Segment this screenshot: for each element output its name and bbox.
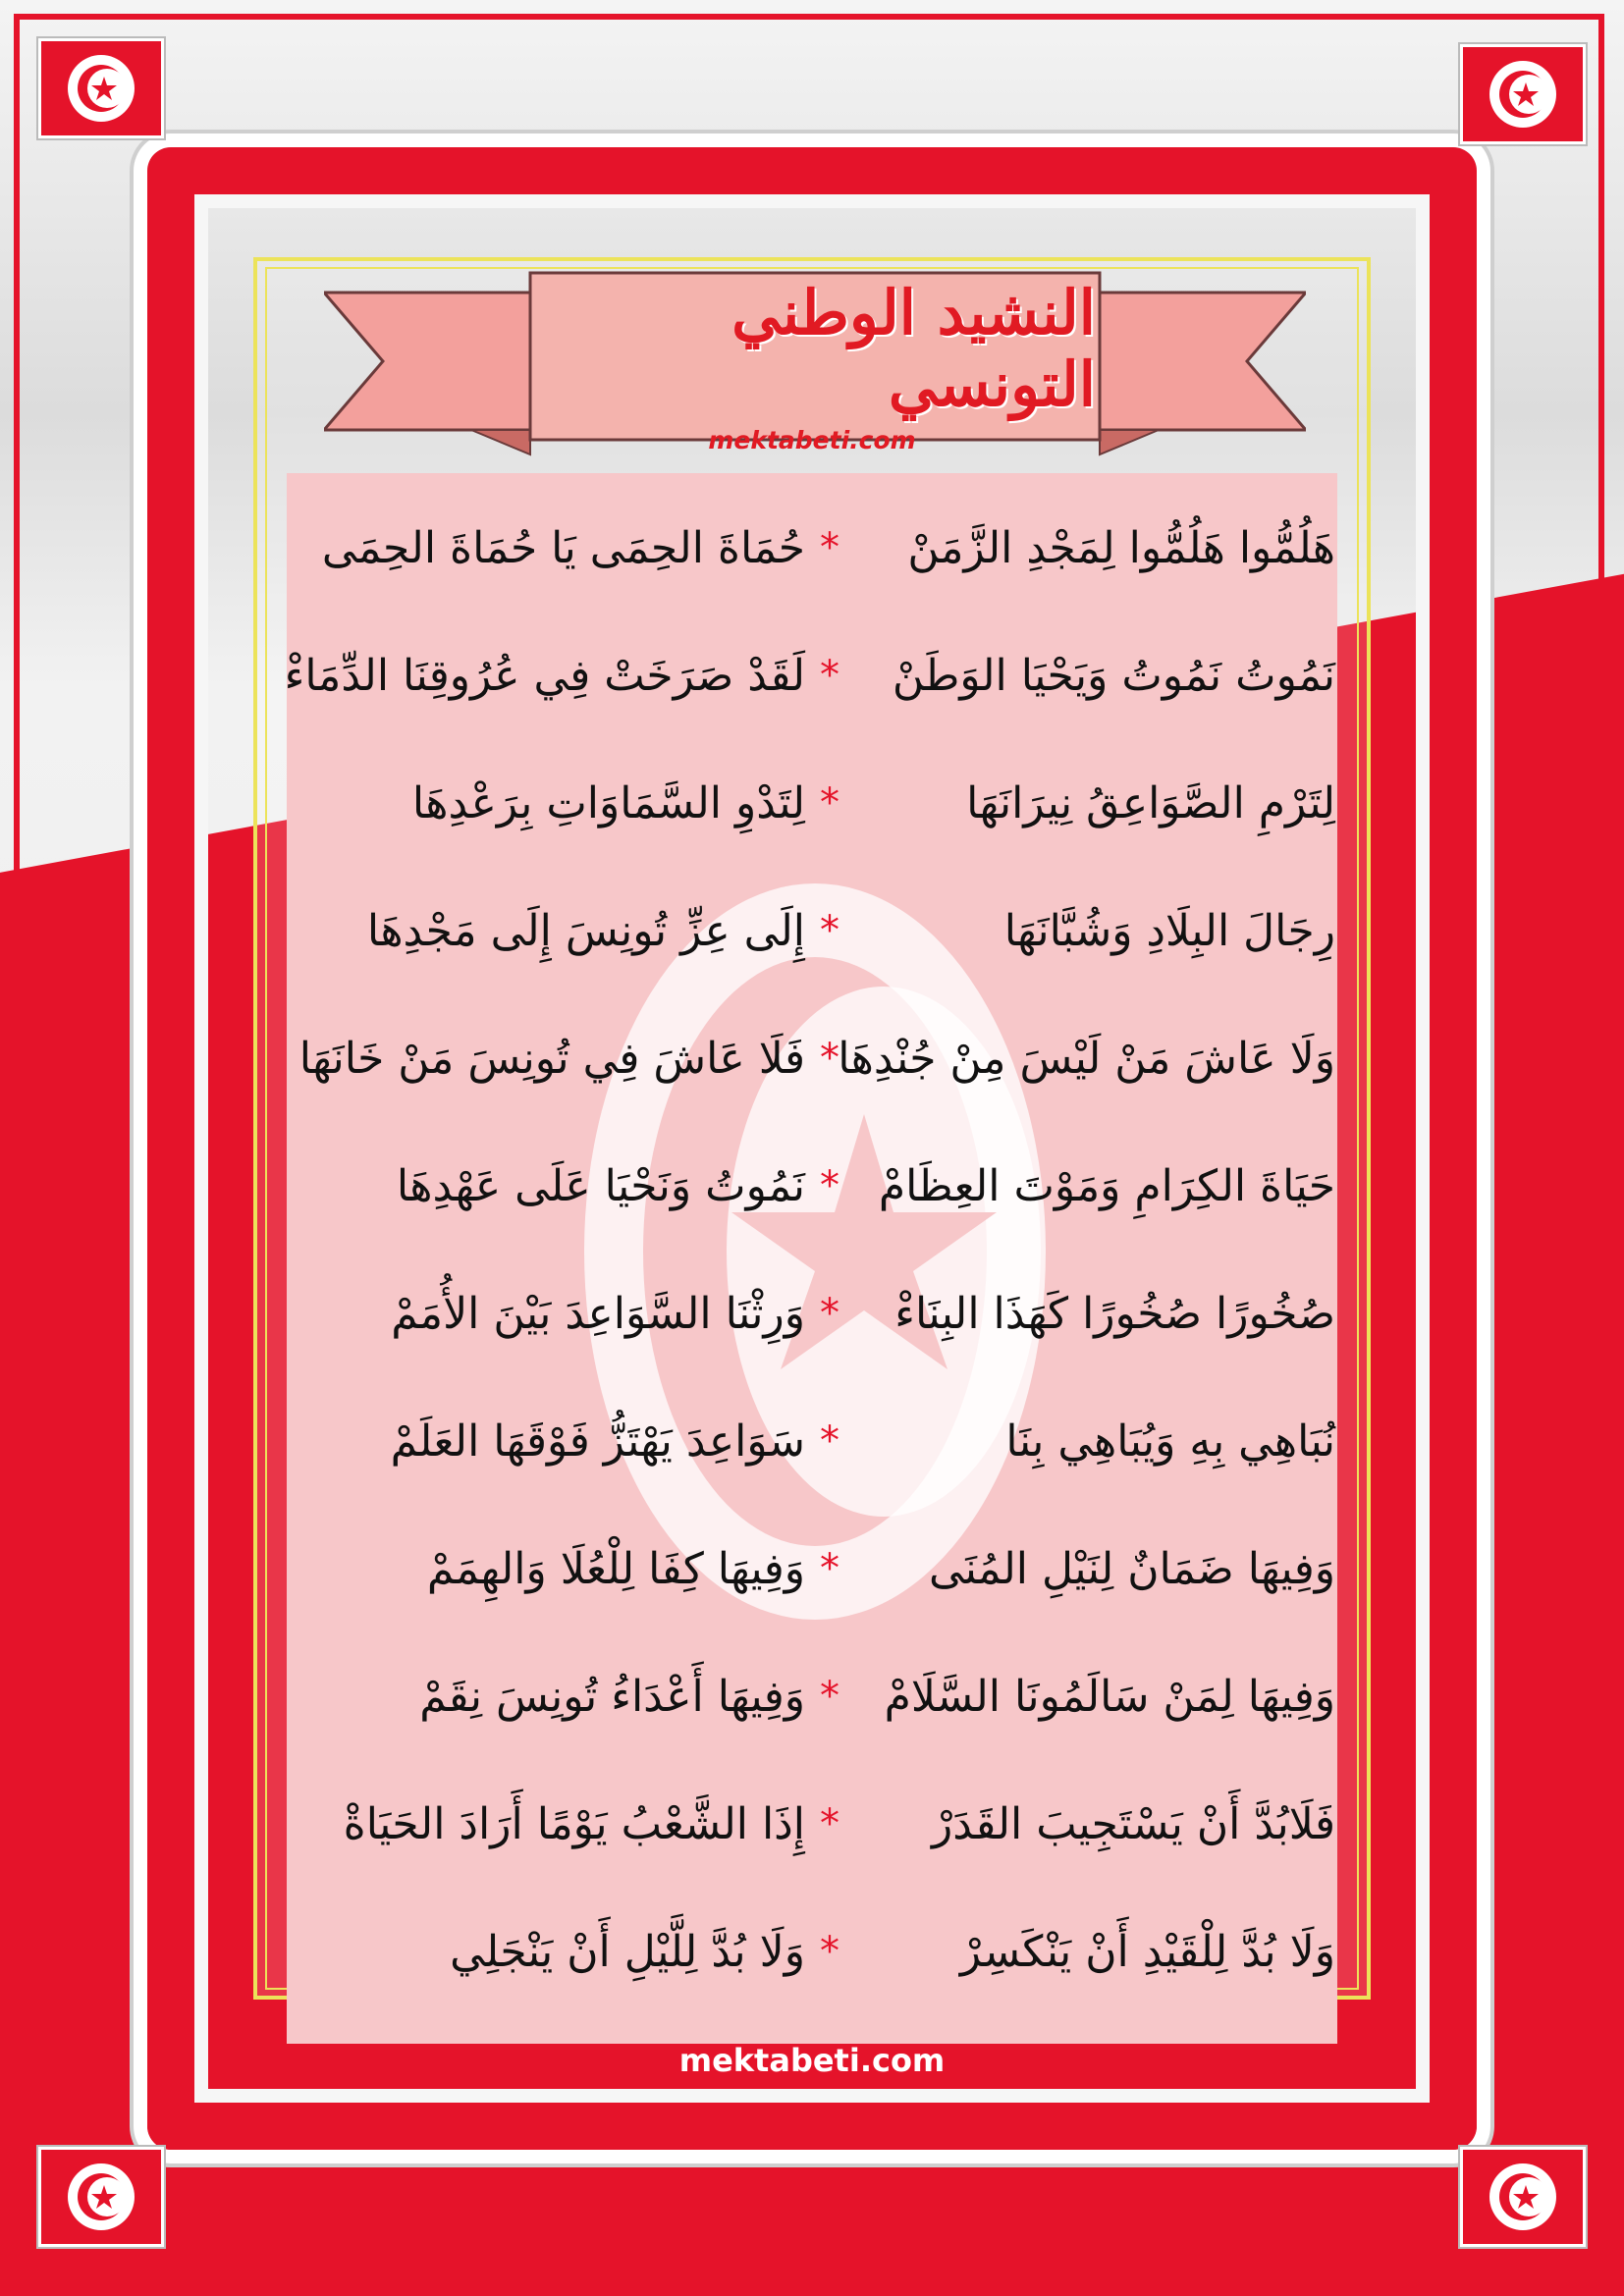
verse-second-hemistich: نُبَاهِي بِهِ وَيُبَاهِي بِنَا bbox=[1005, 1415, 1335, 1467]
verse-row bbox=[334, 1122, 1335, 1250]
verse-separator: * bbox=[820, 1163, 839, 1208]
verse-second-hemistich: وَفِيهَا لِمَنْ سَالَمُونَا السَّلَامْ bbox=[884, 1671, 1335, 1722]
verse-first-hemistich: وَرِثْنَا السَّوَاعِدَ بَيْنَ الأُمَمْ bbox=[391, 1288, 805, 1339]
verse-row bbox=[334, 739, 1335, 867]
website-watermark-top: mektabeti.com bbox=[708, 426, 916, 454]
verse-first-hemistich: نَمُوتُ وَنَحْيَا عَلَى عَهْدِهَا bbox=[396, 1160, 805, 1211]
verse-second-hemistich: نَمُوتُ نَمُوتُ وَيَحْيَا الوَطَنْ bbox=[892, 650, 1335, 701]
verse-row bbox=[334, 1250, 1335, 1377]
verse-row bbox=[334, 1377, 1335, 1505]
verse-first-hemistich: وَفِيهَا أَعْدَاءُ تُونِسَ نِقَمْ bbox=[419, 1671, 805, 1722]
verse-second-hemistich: وَفِيهَا ضَمَانٌ لِنَيْلِ المُنَى bbox=[928, 1543, 1335, 1594]
verse-separator: * bbox=[820, 1418, 839, 1464]
verse-row bbox=[334, 1505, 1335, 1632]
verse-separator: * bbox=[820, 908, 839, 953]
tunisia-flag-icon bbox=[41, 2150, 161, 2244]
verse-second-hemistich: رِجَالَ البِلَادِ وَشُبَّانَهَا bbox=[1003, 905, 1335, 956]
tunisia-flag-icon bbox=[41, 41, 161, 135]
tunisia-flag-icon bbox=[1463, 2150, 1583, 2244]
verse-separator: * bbox=[820, 1801, 839, 1846]
verse-second-hemistich: وَلَا عَاشَ مَنْ لَيْسَ مِنْ جُنْدِهَا bbox=[838, 1033, 1335, 1084]
verse-first-hemistich: حُمَاةَ الحِمَى يَا حُمَاةَ الحِمَى bbox=[321, 522, 805, 573]
verse-separator: * bbox=[820, 1546, 839, 1591]
tunisia-flag-icon bbox=[1463, 47, 1583, 141]
verse-separator: * bbox=[820, 653, 839, 698]
verse-second-hemistich: هَلُمُّوا هَلُمُّوا لِمَجْدِ الزَّمَنْ bbox=[907, 522, 1335, 573]
verse-row bbox=[321, 484, 1335, 612]
verse-second-hemistich: صُخُورًا صُخُورًا كَهَذَا البِنَاءْ bbox=[894, 1288, 1335, 1339]
verse-first-hemistich: إِذَا الشَّعْبُ يَوْمًا أَرَادَ الحَيَاةْ bbox=[343, 1798, 805, 1849]
verse-separator: * bbox=[820, 525, 839, 570]
verse-separator: * bbox=[820, 1929, 839, 1974]
verse-first-hemistich: وَلَا بُدَّ لِلَّيْلِ أَنْ يَنْجَلِي bbox=[450, 1926, 805, 1977]
verse-second-hemistich: حَيَاةَ الكِرَامِ وَمَوْتَ العِظَامْ bbox=[878, 1160, 1335, 1211]
verse-row bbox=[298, 994, 1335, 1122]
verse-first-hemistich: لِتَدْوِ السَّمَاوَاتِ بِرَعْدِهَا bbox=[411, 777, 805, 828]
verse-second-hemistich: فَلَابُدَّ أَنْ يَسْتَجِيبَ القَدَرْ bbox=[931, 1798, 1335, 1849]
verse-first-hemistich: لَقَدْ صَرَخَتْ فِي عُرُوقِنَا الدِّمَاءْ bbox=[284, 650, 805, 701]
verse-row bbox=[334, 867, 1335, 994]
verse-row bbox=[334, 1760, 1335, 1888]
verse-separator: * bbox=[820, 1036, 839, 1081]
verse-row bbox=[334, 1632, 1335, 1760]
verse-second-hemistich: لِتَرْمِ الصَّوَاعِقُ نِيرَانَهَا bbox=[966, 777, 1335, 828]
verse-separator: * bbox=[820, 1291, 839, 1336]
verse-first-hemistich: وَفِيهَا كِفَا لِلْعُلَا وَالهِمَمْ bbox=[426, 1543, 805, 1594]
verse-separator: * bbox=[820, 780, 839, 826]
verse-second-hemistich: وَلَا بُدَّ لِلْقَيْدِ أَنْ يَنْكَسِرْ bbox=[959, 1926, 1335, 1977]
verse-first-hemistich: سَوَاعِدَ يَهْتَزُّ فَوْقَهَا العَلَمْ bbox=[390, 1415, 805, 1467]
verse-separator: * bbox=[820, 1674, 839, 1719]
verse-row bbox=[334, 1888, 1335, 2015]
verse-first-hemistich: إِلَى عِزِّ تُونِسَ إِلَى مَجْدِهَا bbox=[366, 905, 805, 956]
verse-first-hemistich: فَلَا عَاشَ فِي تُونِسَ مَنْ خَانَهَا bbox=[298, 1033, 805, 1084]
page-title: النشيد الوطني التونسي bbox=[731, 277, 1096, 420]
website-watermark-bottom: mektabeti.com bbox=[678, 2042, 946, 2079]
verse-row bbox=[284, 612, 1335, 739]
